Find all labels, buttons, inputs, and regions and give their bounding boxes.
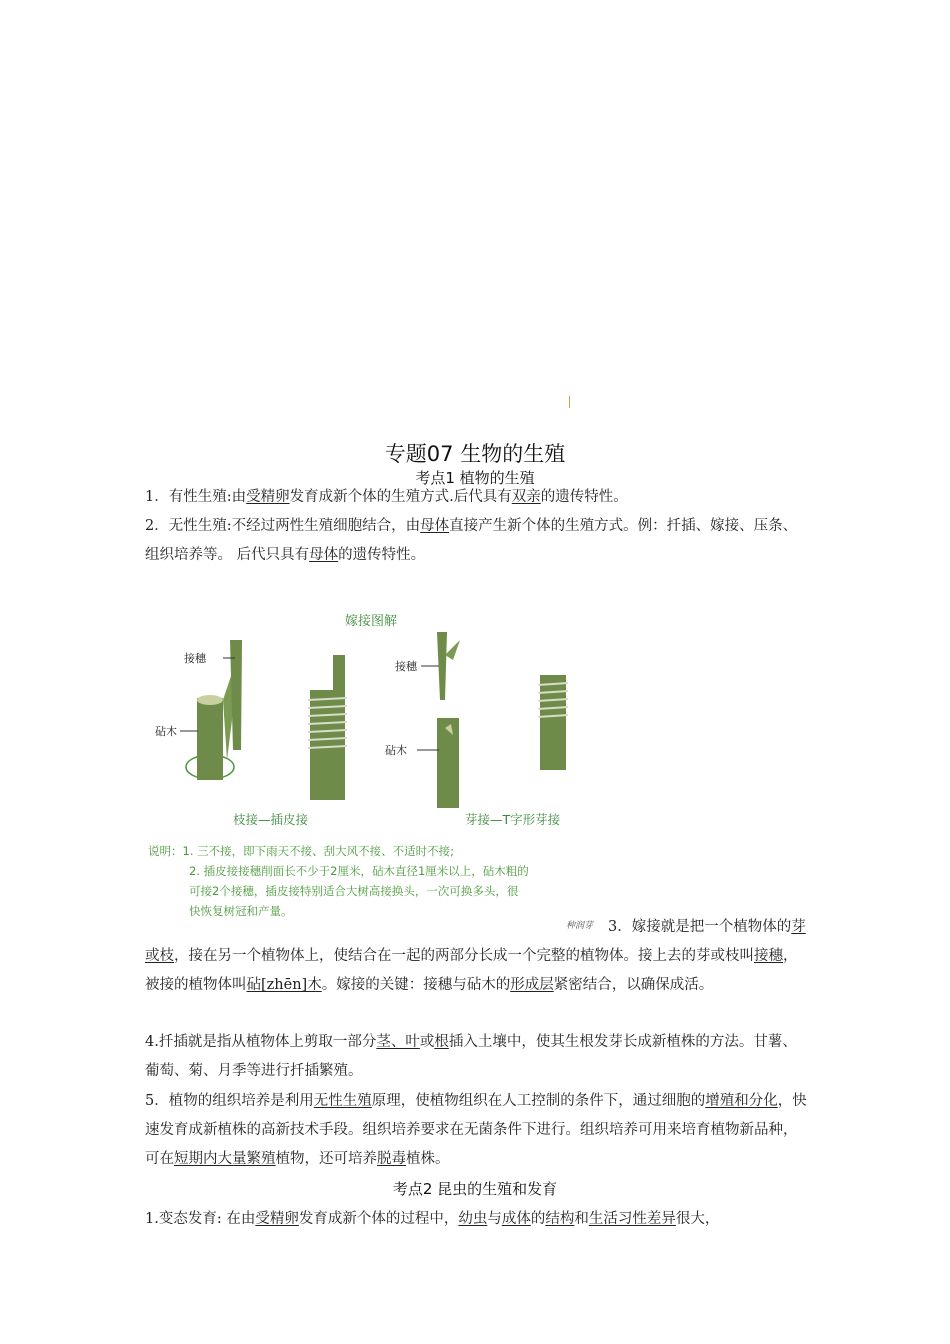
paragraph-asexual-reproduction: 2．无性生殖:不经过两性生殖细胞结合，由母体直接产生新个体的生殖方式。例：扦插、嫁接、压条、组织培养等。 后代只具有母体的遗传特性。 [145, 518, 798, 563]
page-title: 专题07 生物的生殖 [384, 442, 566, 466]
section-title-1: 考点1 植物的生殖 [415, 469, 535, 487]
t-bud-stock [437, 718, 459, 808]
cursor-mark [569, 396, 570, 408]
bark-graft-wrapped [308, 655, 347, 800]
label-scion-left: 接穗 [184, 652, 206, 665]
figure-note-1: 说明：1. 三不接，即下雨天不接、刮大风不接、不适时不接; [148, 844, 454, 858]
caption-bark-graft: 枝接—插皮接 [233, 812, 309, 827]
t-bud-wrapped [538, 675, 568, 770]
figure-watermark: 种润芽 [566, 921, 594, 931]
figure-note-4: 快恢复树冠和产量。 [189, 904, 293, 918]
paragraph-tissue-culture: 5．植物的组织培养是利用无性生殖原理，使植物组织在人工控制的条件下，通过细胞的增殖和分化，快速发育成新植株的高新技术手段。组织培养要求在无菌条件下进行。组织培养可用来培育植物新品种，可在短期内大量繁殖植物，还可培养脱毒植株。 [145, 1093, 807, 1167]
paragraph-cutting: 4.扦插就是指从植物体上剪取一部分茎、叶或根插入土壤中，使其生根发芽长成新植株的方法。甘薯、葡萄、菊、月季等进行扦插繁殖。 [145, 1034, 797, 1079]
grafting-figure [145, 600, 595, 945]
figure-note-2: 2. 插皮接接穗削面长不少于2厘米，砧木直径1厘米以上，砧木粗的 [189, 864, 529, 878]
paragraph-grafting: 3．嫁接就是把一个植物体的芽或枝，接在另一个植物体上，使结合在一起的两部分长成一个完整的植物体。接上去的芽或枝叫接穗，被接的植物体叫砧[zhēn]木。嫁接的关键：接穗与砧木的形成层紧密结合，以确保成活。 [145, 919, 806, 993]
label-scion-right: 接穗 [395, 660, 417, 673]
paragraph-metamorphosis: 1.变态发育: 在由受精卵发育成新个体的过程中，幼虫与成体的结构和生活习性差异很大， [145, 1211, 720, 1227]
section-title-2: 考点2 昆虫的生殖和发育 [392, 1180, 558, 1198]
label-stock-left: 砧木 [155, 725, 177, 738]
paragraph-sexual-reproduction: 1．有性生殖:由受精卵发育成新个体的生殖方式.后代具有双亲的遗传特性。 [145, 489, 628, 505]
t-bud-scion [437, 632, 460, 700]
label-stock-right: 砧木 [385, 744, 407, 757]
figure-title: 嫁接图解 [345, 614, 398, 629]
caption-bud-graft: 芽接—T字形芽接 [465, 812, 561, 827]
figure-note-3: 可接2个接穗，插皮接特别适合大树高接换头，一次可换多头，很 [189, 884, 519, 898]
